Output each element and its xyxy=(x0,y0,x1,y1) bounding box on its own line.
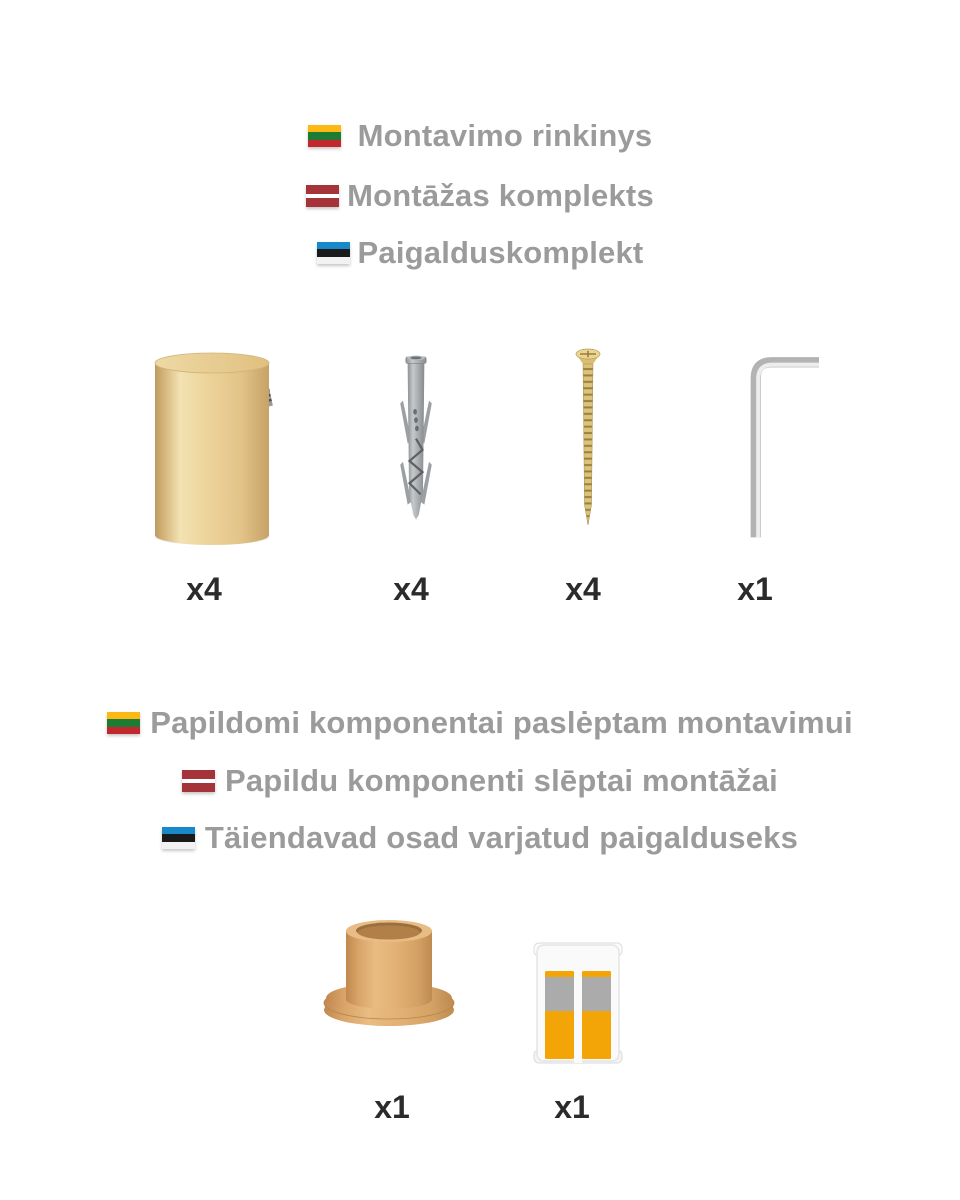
section1-title-et: Paigalduskomplekt xyxy=(357,235,644,270)
brass-cylinder-image xyxy=(151,351,277,552)
qty-label-allen-key: x1 xyxy=(737,571,773,607)
qty-label-grommet: x1 xyxy=(374,1089,410,1125)
qty-label-connector: x1 xyxy=(554,1089,590,1125)
section2-heading-lv xyxy=(0,762,960,800)
qty-label-screw: x4 xyxy=(565,571,601,607)
allen-key-image xyxy=(747,349,819,544)
latvia-flag-icon xyxy=(182,770,215,792)
grommet-bushing-image xyxy=(322,915,456,1032)
section1-title-lv: Montāžas komplekts xyxy=(347,178,654,213)
lever-connector-image xyxy=(531,941,625,1070)
section2-title-lt: Papildomi komponentai paslėptam montavimui xyxy=(150,705,853,740)
lithuania-flag-icon xyxy=(308,125,341,147)
estonia-flag-icon xyxy=(317,242,350,264)
section2-heading-lt xyxy=(0,704,960,742)
section2-title-et: Täiendavad osad varjatud paigalduseks xyxy=(204,820,799,855)
section2-heading-et xyxy=(0,819,960,857)
wood-screw-image xyxy=(573,347,603,542)
section1-title-lt: Montavimo rinkinys xyxy=(357,118,653,153)
lithuania-flag-icon xyxy=(107,712,140,734)
estonia-flag-icon xyxy=(162,827,195,849)
wall-plug-image xyxy=(390,351,442,536)
section2-title-lv: Papildu komponenti slēptai montāžai xyxy=(224,763,778,798)
section1-heading-lv xyxy=(0,177,960,215)
qty-label-plug: x4 xyxy=(393,571,429,607)
qty-label-cylinder: x4 xyxy=(186,571,222,607)
latvia-flag-icon xyxy=(306,185,339,207)
section1-heading-lt xyxy=(0,117,960,155)
section1-heading-et xyxy=(0,234,960,272)
